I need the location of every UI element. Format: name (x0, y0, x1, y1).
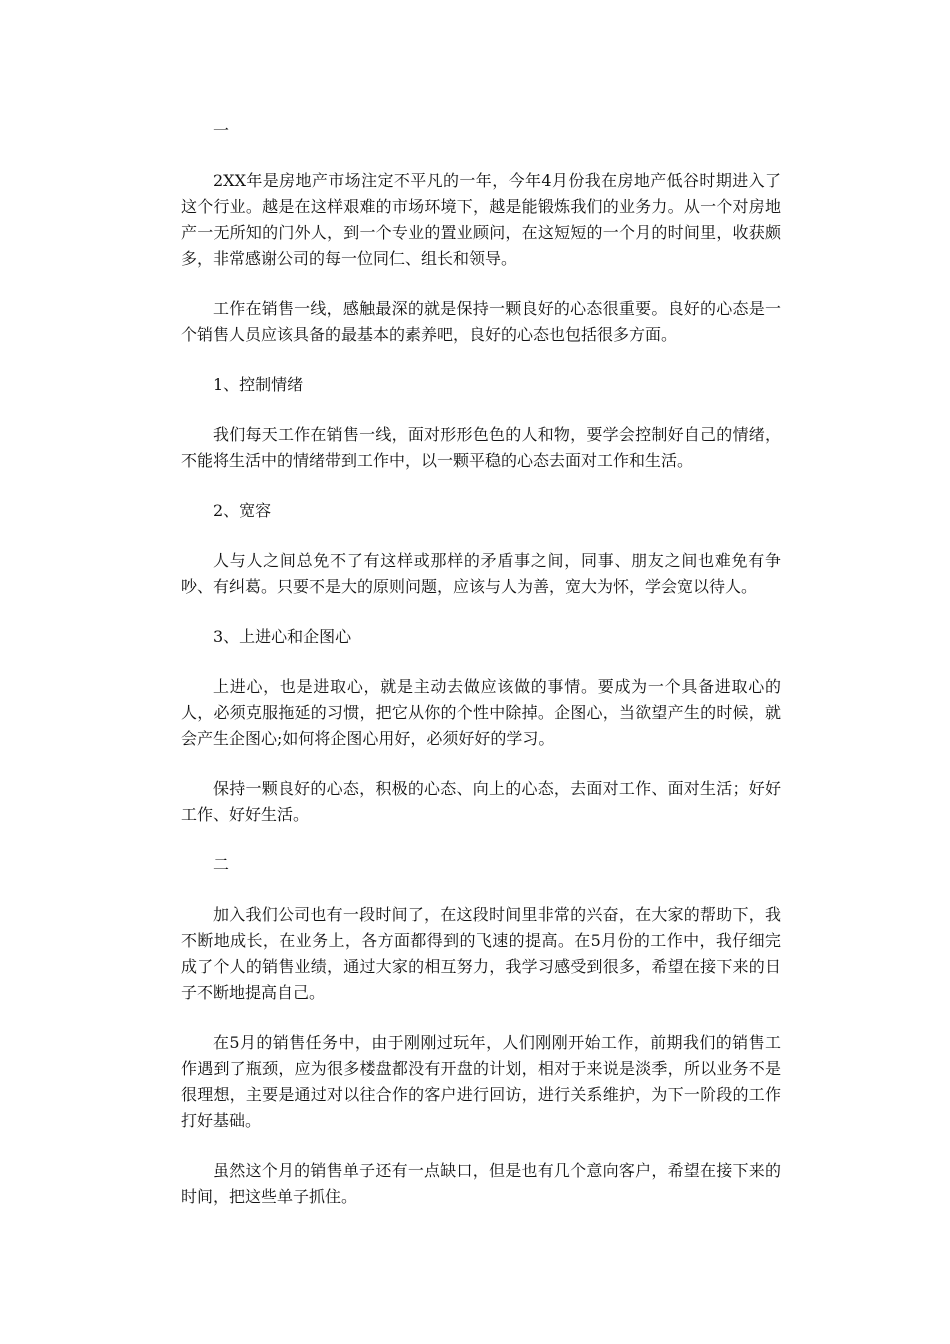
subheading-tolerance: 2、宽容 (213, 501, 272, 520)
paragraph: 上进心，也是进取心，就是主动去做应该做的事情。要成为一个具备进取心的人，必须克服拖延的习惯，把它从你的个性中除掉。企图心，当欲望产生的时候，就会产生企图心;如何将企图心用好，必须好好的学习。 (181, 677, 781, 748)
document-body (181, 118, 781, 1234)
section-heading-two: 二 (213, 855, 230, 874)
paragraph: 我们每天工作在销售一线，面对形形色色的人和物，要学会控制好自己的情绪，不能将生活中的情绪带到工作中，以一颗平稳的心态去面对工作和生活。 (181, 425, 781, 470)
paragraph: 在5月的销售任务中，由于刚刚过玩年，人们刚刚开始工作，前期我们的销售工作遇到了瓶颈，应为很多楼盘都没有开盘的计划，相对于来说是淡季，所以业务不是很理想，主要是通过对以往合作的客户进行回访，进行关系维护，为下一阶段的工作打好基础。 (181, 1033, 781, 1130)
section-heading-one: 一 (213, 121, 230, 140)
paragraph: 保持一颗良好的心态，积极的心态、向上的心态，去面对工作、面对生活；好好工作、好好生活。 (181, 779, 781, 824)
paragraph: 加入我们公司也有一段时间了，在这段时间里非常的兴奋，在大家的帮助下，我不断地成长，在业务上，各方面都得到的飞速的提高。在5月份的工作中，我仔细完成了个人的销售业绩，通过大家的相互努力，我学习感受到很多，希望在接下来的日子不断地提高自己。 (181, 905, 781, 1002)
paragraph: 虽然这个月的销售单子还有一点缺口，但是也有几个意向客户，希望在接下来的时间，把这些单子抓住。 (181, 1161, 781, 1206)
paragraph: 2XX年是房地产市场注定不平凡的一年，今年4月份我在房地产低谷时期进入了这个行业。越是在这样艰难的市场环境下，越是能锻炼我们的业务力。从一个对房地产一无所知的门外人，到一个专业的置业顾问，在这短短的一个月的时间里，收获颇多，非常感谢公司的每一位同仁、组长和领导。 (181, 171, 781, 268)
subheading-ambition: 3、上进心和企图心 (213, 627, 352, 646)
subheading-control-emotion: 1、控制情绪 (213, 375, 304, 394)
paragraph: 人与人之间总免不了有这样或那样的矛盾事之间，同事、朋友之间也难免有争吵、有纠葛。只要不是大的原则问题，应该与人为善，宽大为怀，学会宽以待人。 (181, 551, 781, 596)
paragraph: 工作在销售一线，感触最深的就是保持一颗良好的心态很重要。良好的心态是一个销售人员应该具备的最基本的素养吧，良好的心态也包括很多方面。 (181, 299, 781, 344)
